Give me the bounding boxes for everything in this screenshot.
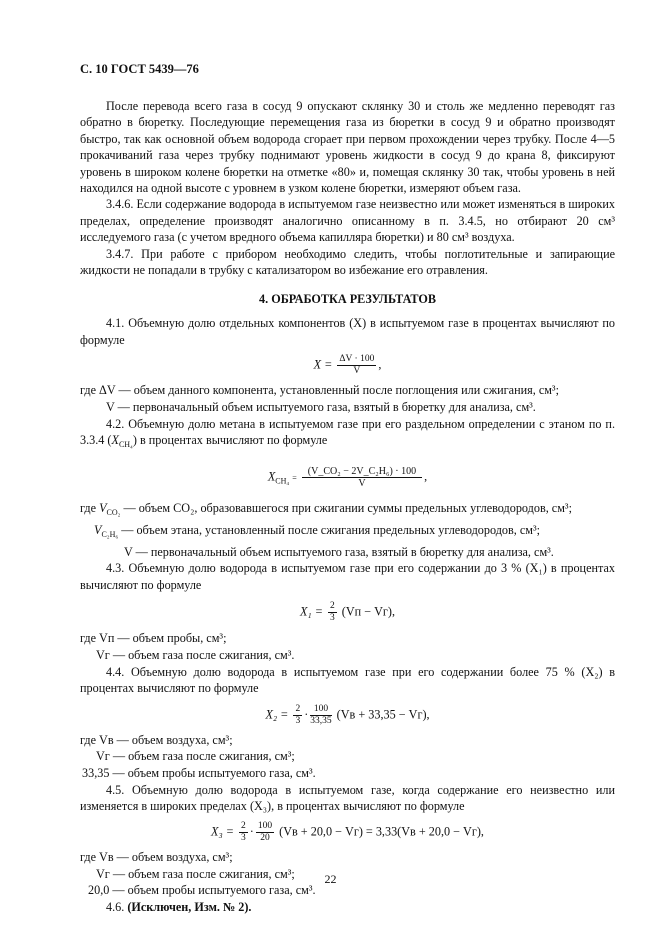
definition: Vг — объем газа после сжигания, см³; [96,866,295,881]
section-heading: 4. ОБРАБОТКА РЕЗУЛЬТАТОВ [259,292,436,307]
numerator: (V_CO₂ − 2V_C₂H₆) · 100 [302,466,422,478]
denominator: 20 [260,832,270,843]
formula-x [80,354,615,377]
text: ) в процентах вычисляют по формуле [132,433,328,448]
page-header: С. 10 ГОСТ 5439—76 [80,62,199,76]
definition [80,522,615,544]
formula-lhs: X₁ = [299,604,323,619]
subscript: CH₄ [118,440,133,450]
formula-tail: (Vв + 33,35 − Vг), [336,706,430,721]
equals: = [292,472,297,482]
symbol: V [94,522,102,537]
numerator: ΔV · 100 [339,354,375,365]
fraction [328,601,337,624]
denominator: V [353,366,361,377]
definition: где Vв — объем воздуха, см³; [80,849,233,864]
formula-tail: , [378,357,382,372]
numerator: 2 [295,703,301,714]
denominator: 3 [241,832,246,843]
multiply-dot: · [304,706,309,721]
fraction [337,354,376,377]
formula-lhs: X [267,468,276,483]
definition: V — первоначальный объем испытуемого газа, взятый в бюретку для анализа, см³. [106,400,536,415]
paragraph-4-4: 4.4. Объемную долю водорода в испытуемом газе при его содержании более 75 % (X₂) в процентах вычисляют по формуле [80,664,615,696]
definition: где Vп — объем пробы, см³; [80,631,227,646]
text: — объем этана, установленный после сжигания предельных углеводородов, см³; [121,522,541,537]
text: — объем CO₂, образовавшегося при сжигании суммы предельных углеводородов, см³; [123,500,572,515]
numerator: 100 [257,820,273,831]
definition: где Vв — объем воздуха, см³; [80,732,233,747]
paragraph-4-2 [80,416,615,454]
paragraph-3-4-6: 3.4.6. Если содержание водорода в испытуемом газе неизвестно или может изменяться в широких пределах, определение производят аналогично описанному в п. 3.4.5, но отбирают 20 см³ исследуемого газа (с учетом вредного объема капилляра бюретки) и 80 см³ воздуха. [80,197,615,245]
fraction [302,466,422,489]
formula-lhs: X₂ = [265,706,289,721]
numerator: 2 [329,601,335,612]
fraction [256,821,274,844]
definition [80,500,615,522]
subscript: CO₂ [106,507,121,517]
denominator: 3 [329,613,335,624]
paragraph-3-4-7: 3.4.7. При работе с прибором необходимо следить, чтобы поглотительные и запирающие жидкости не попадали в трубку с катализатором во избежание его отравления. [80,246,615,278]
text: где [80,500,97,515]
definition: 33,35 — объем пробы испытуемого газа, см³. [82,766,316,781]
text: 4.2. Объемную долю метана в испытуемом газе при его раздельном определении с этаном по п. 3.3.4 ( [80,416,615,448]
denominator: 33,35 [310,715,332,726]
formula-lhs: X₃ = [211,824,234,839]
numerator: 2 [241,820,246,831]
formula-tail: , [424,468,428,483]
paragraph-4-5: 4.5. Объемную долю водорода в испытуемом газе, когда содержание его неизвестно или изменяется в широких пределах (X₃), в процентах вычисляют по формуле [80,782,615,814]
paragraph-4-6 [80,899,615,915]
fraction [239,821,248,844]
symbol: V [99,500,107,515]
definition: 20,0 — объем пробы испытуемого газа, см³. [88,883,316,898]
denominator: 3 [295,715,301,726]
numerator: 100 [310,704,331,716]
formula-xch4 [80,466,615,490]
formula-x2 [80,704,615,727]
formula-lhs: X = [313,357,333,372]
symbol: X [111,433,119,448]
multiply-dot: · [249,824,254,839]
page-number: 22 [324,872,337,886]
definition: Vг — объем газа после сжигания, см³. [96,647,295,662]
definition: V — первоначальный объем испытуемого газа, взятый в бюретку для анализа, см³. [124,544,554,559]
definition: где ΔV — объем данного компонента, установленный после поглощения или сжигания, см³; [80,383,559,398]
paragraph-4-1: 4.1. Объемную долю отдельных компонентов (X) в испытуемом газе в процентах вычисляют по формуле [80,316,615,347]
subscript: C₂H₆ [101,529,119,539]
subscript: CH₄ [275,475,290,485]
formula-x3 [80,821,615,844]
text: 4.6. [106,900,125,915]
fraction [310,704,331,727]
text: (Исключен, Изм. № 2). [127,900,252,915]
fraction [293,704,302,727]
definition: Vг — объем газа после сжигания, см³; [96,749,295,764]
formula-x1 [80,601,615,624]
formula-tail: (Vп − Vг), [341,604,396,619]
document-page [80,62,615,916]
formula-tail: (Vв + 20,0 − Vг) = 3,33(Vв + 20,0 − Vг), [279,824,484,839]
denominator: V [358,477,366,489]
paragraph-4-3: 4.3. Объемную долю водорода в испытуемом газе при его содержании до 3 % (X₁) в процентах вычисляют по формуле [80,561,615,592]
paragraph-transfer: После перевода всего газа в сосуд 9 опускают склянку 30 и столь же медленно переводят газ обратно в бюретку. Последующие перемещения газа из бюретки в сосуд 9 и обратно производят быстро, так как основной объем водорода сгорает при первом прохождении через трубку. После 4—5 прокачиваний газа через трубку поднимают уровень жидкости в сосуд 9 до крана 8, фиксируют уровень в широком колене бюретки на отметке «80» и, помещая склянку 30 так, чтобы уровень в ней находился на одной высоте с уровнем в узком колене бюретки, измеряют объем газа. [80,99,615,196]
